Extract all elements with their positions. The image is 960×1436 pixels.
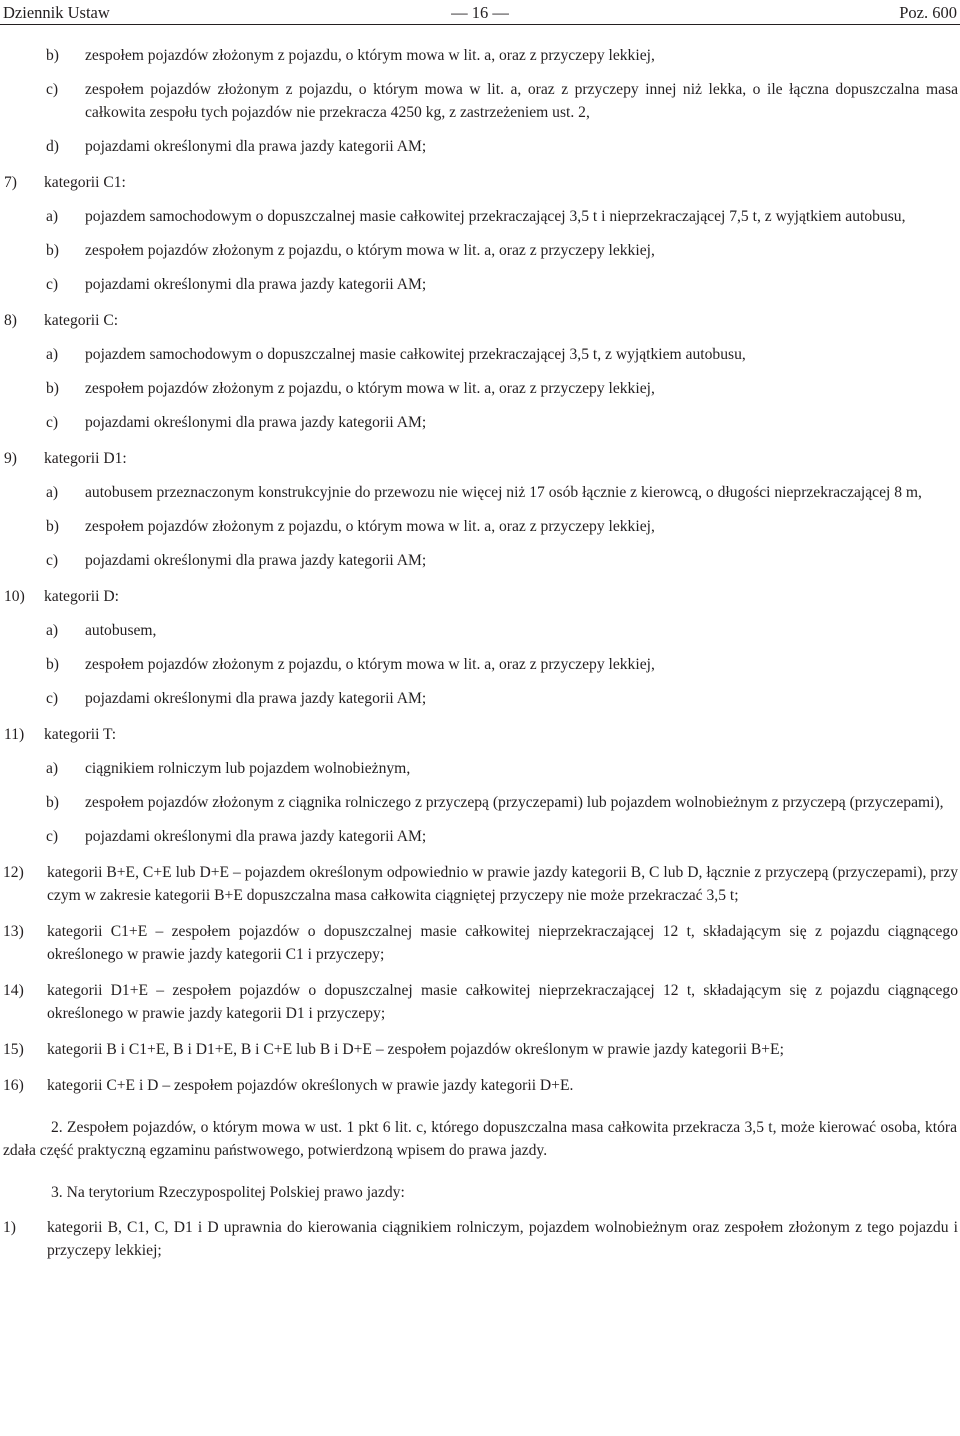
list-text: pojazdem samochodowym o dopuszczalnej masie całkowitej przekraczającej 3,5 t, z wyjątkiem autobusu, bbox=[85, 346, 746, 363]
list-marker: c) bbox=[46, 414, 59, 431]
list-marker: 8) bbox=[4, 312, 17, 329]
list-marker: c) bbox=[46, 552, 59, 569]
list-text: zespołem pojazdów złożonym z pojazdu, o którym mowa w lit. a, oraz z przyczepy lekkiej, bbox=[85, 518, 655, 535]
list-text: zespołem pojazdów złożonym z pojazdu, o którym mowa w lit. a, oraz z przyczepy lekkiej, bbox=[85, 47, 655, 64]
sub-list-item bbox=[0, 273, 960, 296]
list-marker: c) bbox=[46, 828, 59, 845]
list-text: zespołem pojazdów złożonym z pojazdu, o którym mowa w lit. a, oraz z przyczepy lekkiej, bbox=[85, 656, 655, 673]
sub-list-item bbox=[0, 791, 960, 814]
sub-list-item bbox=[0, 239, 960, 262]
sub-list-item bbox=[0, 377, 960, 400]
list-text: autobusem przeznaczonym konstrukcyjnie do przewozu nie więcej niż 17 osób łącznie z kierowcą, o długości nieprzekraczającej 8 m, bbox=[85, 484, 922, 501]
final-list-item bbox=[0, 1216, 960, 1262]
list-marker: 10) bbox=[4, 588, 25, 605]
page-number: — 16 — bbox=[451, 3, 509, 22]
sub-list-item bbox=[0, 549, 960, 572]
document-body bbox=[0, 44, 960, 1262]
sub-list-item bbox=[0, 687, 960, 710]
list-text: pojazdem samochodowym o dopuszczalnej masie całkowitej przekraczającej 3,5 t i nieprzekraczającej 7,5 t, z wyjątkiem autobusu, bbox=[85, 208, 906, 225]
sub-list-item bbox=[0, 825, 960, 848]
list-item bbox=[0, 723, 960, 746]
list-text: pojazdami określonymi dla prawa jazdy kategorii AM; bbox=[85, 690, 427, 707]
list-marker: 11) bbox=[4, 726, 25, 743]
list-marker: b) bbox=[46, 518, 59, 535]
list-text: pojazdami określonymi dla prawa jazdy kategorii AM; bbox=[85, 138, 427, 155]
list-marker: c) bbox=[46, 690, 59, 707]
sub-list-item bbox=[0, 757, 960, 780]
list-text: zespołem pojazdów złożonym z ciągnika rolniczego z przyczepą (przyczepami) lub pojazdem wolnobieżnym z przyczepą (przyczepami), bbox=[85, 794, 944, 811]
list-text: kategorii C+E i D – zespołem pojazdów określonych w prawie jazdy kategorii D+E. bbox=[47, 1077, 574, 1094]
list-marker: c) bbox=[46, 81, 59, 98]
list-item bbox=[0, 171, 960, 194]
list-marker: b) bbox=[46, 380, 59, 397]
page-header bbox=[0, 0, 960, 25]
sub-list-item bbox=[0, 619, 960, 642]
list-text: ciągnikiem rolniczym lub pojazdem wolnobieżnym, bbox=[85, 760, 411, 777]
list-marker: a) bbox=[46, 208, 59, 225]
sub-list-item bbox=[0, 481, 960, 504]
list-marker: 14) bbox=[3, 982, 24, 999]
list-item bbox=[0, 1038, 960, 1061]
list-text: kategorii C1+E – zespołem pojazdów o dopuszczalnej masie całkowitej nieprzekraczającej 12 t, składającym się z pojazdu ciągnącego określonego w prawie jazdy kategorii C1 i przyczepy; bbox=[47, 923, 958, 963]
list-text: kategorii B i C1+E, B i D1+E, B i C+E lub B i D+E – zespołem pojazdów określonym w prawie jazdy kategorii B+E; bbox=[47, 1041, 784, 1058]
list-marker: a) bbox=[46, 484, 59, 501]
list-text: zespołem pojazdów złożonym z pojazdu, o którym mowa w lit. a, oraz z przyczepy innej niż lekka, o ile łączna dopuszczalna masa całkowita zespołu tych pojazdów nie przekracza 4250 kg, z zastrzeżeniem ust. 2, bbox=[85, 81, 958, 121]
list-marker: 16) bbox=[3, 1077, 24, 1094]
list-text: kategorii D1+E – zespołem pojazdów o dopuszczalnej masie całkowitej nieprzekraczającej 12 t, składającym się z pojazdu ciągnącego określonego w prawie jazdy kategorii D1 i przyczepy; bbox=[47, 982, 958, 1022]
list-marker: 7) bbox=[4, 174, 17, 191]
list-marker: b) bbox=[46, 656, 59, 673]
list-text: pojazdami określonymi dla prawa jazdy kategorii AM; bbox=[85, 414, 427, 431]
list-text: kategorii D: bbox=[44, 588, 119, 605]
sub-list-item bbox=[0, 205, 960, 228]
sub-list-item bbox=[0, 653, 960, 676]
list-item bbox=[0, 1074, 960, 1097]
list-item bbox=[0, 585, 960, 608]
list-marker: c) bbox=[46, 276, 59, 293]
list-text: zespołem pojazdów złożonym z pojazdu, o którym mowa w lit. a, oraz z przyczepy lekkiej, bbox=[85, 242, 655, 259]
list-marker: 9) bbox=[4, 450, 17, 467]
list-text: autobusem, bbox=[85, 622, 157, 639]
position-number: Poz. 600 bbox=[899, 3, 957, 22]
list-item bbox=[0, 309, 960, 332]
paragraph-2: 2. Zespołem pojazdów, o którym mowa w ust. 1 pkt 6 lit. c, którego dopuszczalna masa całkowita przekracza 3,5 t, może kierować osoba, która zdała część praktyczną egzaminu państwowego, potwierdzoną wpisem do prawa jazdy. bbox=[3, 1119, 957, 1159]
list-marker: 1) bbox=[3, 1219, 16, 1236]
list-marker: b) bbox=[46, 794, 59, 811]
list-marker: 15) bbox=[3, 1041, 24, 1058]
list-text: kategorii T: bbox=[44, 726, 117, 743]
list-marker: a) bbox=[46, 760, 59, 777]
list-item bbox=[0, 920, 960, 966]
list-item bbox=[0, 861, 960, 907]
list-marker: a) bbox=[46, 346, 59, 363]
list-item bbox=[0, 979, 960, 1025]
list-text: pojazdami określonymi dla prawa jazdy kategorii AM; bbox=[85, 276, 427, 293]
list-item bbox=[0, 447, 960, 470]
list-text: kategorii C1: bbox=[44, 174, 126, 191]
sub-list-item bbox=[0, 135, 960, 158]
sub-list-item bbox=[0, 44, 960, 67]
list-marker: 12) bbox=[3, 864, 24, 881]
list-text: kategorii B, C1, C, D1 i D uprawnia do kierowania ciągnikiem rolniczym, pojazdem wolnobieżnym oraz zespołem złożonym z tego pojazdu i przyczepy lekkiej; bbox=[47, 1219, 958, 1259]
list-text: kategorii C: bbox=[44, 312, 119, 329]
paragraph-3: 3. Na terytorium Rzeczypospolitej Polskiej prawo jazdy: bbox=[51, 1184, 405, 1201]
list-marker: a) bbox=[46, 622, 59, 639]
list-text: kategorii B+E, C+E lub D+E – pojazdem określonym odpowiednio w prawie jazdy kategorii B, C lub D, łącznie z przyczepą (przyczepami), przy czym w zakresie kategorii B+E dopuszczalna masa całkowita ciągniętej przyczepy nie może przekraczać 3,5 t; bbox=[47, 864, 958, 904]
list-text: pojazdami określonymi dla prawa jazdy kategorii AM; bbox=[85, 552, 427, 569]
item-list bbox=[0, 44, 960, 1097]
list-marker: d) bbox=[46, 138, 59, 155]
list-marker: b) bbox=[46, 242, 59, 259]
journal-title: Dziennik Ustaw bbox=[3, 3, 110, 22]
sub-list-item bbox=[0, 343, 960, 366]
list-text: pojazdami określonymi dla prawa jazdy kategorii AM; bbox=[85, 828, 427, 845]
list-text: zespołem pojazdów złożonym z pojazdu, o którym mowa w lit. a, oraz z przyczepy lekkiej, bbox=[85, 380, 655, 397]
sub-list-item bbox=[0, 78, 960, 124]
list-text: kategorii D1: bbox=[44, 450, 127, 467]
sub-list-item bbox=[0, 515, 960, 538]
list-marker: 13) bbox=[3, 923, 24, 940]
list-marker: b) bbox=[46, 47, 59, 64]
sub-list-item bbox=[0, 411, 960, 434]
